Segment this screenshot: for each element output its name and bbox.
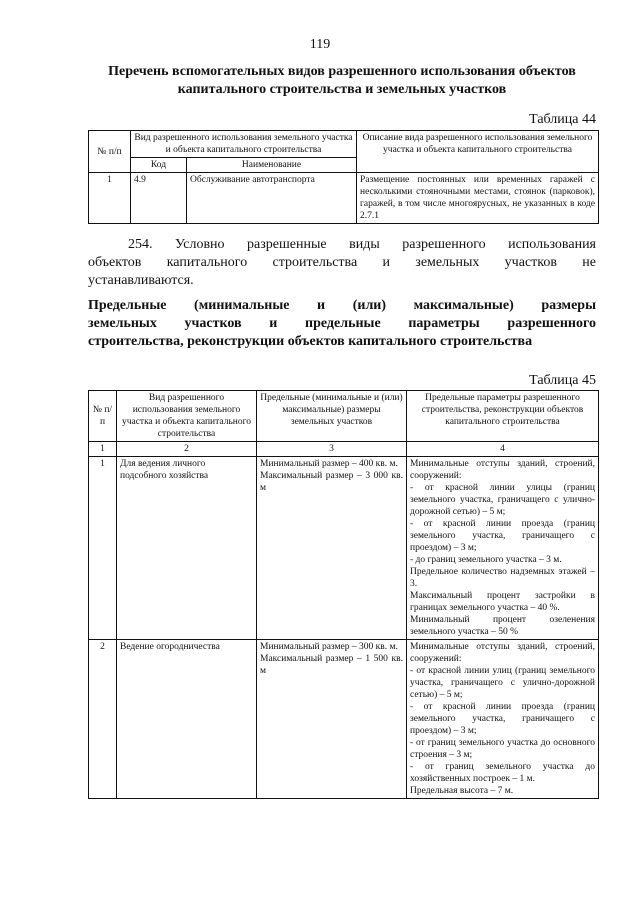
paragraph-line: устанавливаются. [88,273,194,288]
table-row [89,640,599,799]
t44-row-description: Размещение постоянных или временных гаражей с несколькими стояночными местами, стоянок (парковок), гаражей, в том числе многоярусных, не указанных в коде 2.7.1 [357,173,599,224]
table-44 [88,130,599,224]
size-line: Минимальный размер – 400 кв. м. [260,459,398,469]
param-line: - до границ земельного участка – 3 м. [410,555,562,565]
param-line: Минимальный процент озеленения земельного участка – 50 % [410,615,595,637]
page-number: 119 [309,37,331,52]
t44-row-name: Обслуживание автотранспорта [187,173,357,224]
t45-row-num: 1 [89,457,117,640]
param-line: - от красной линии улиц (границ земельного участка, граничащего с улично-дорожной сетью) – 5 м; [410,666,595,700]
t44-head-use-group: Вид разрешенного использования земельного участка и объекта капитального строительства [131,131,357,158]
t45-row-use: Ведение огородничества [117,640,257,799]
t45-row-num: 2 [89,640,117,799]
param-line: - от границ земельного участка до основного строения – 3 м; [410,738,595,760]
t45-row-params [407,457,599,640]
t44-row-code: 4.9 [131,173,187,224]
section-heading-limits [88,297,596,351]
table-45-caption: Таблица 45 [529,373,596,388]
t45-head-sizes: Предельные (минимальные и (или) максимальные) размеры земельных участков [257,391,407,442]
paragraph-254 [88,236,596,290]
t45-head-params: Предельные параметры разрешенного строительства, реконструкции объектов капитального строительства [407,391,599,442]
param-line: Предельное количество надземных этажей – 3. [410,567,595,589]
t45-row-sizes [257,640,407,799]
table-row [89,457,599,640]
table-row [89,173,599,224]
table-45 [88,390,599,799]
paragraph-line: объектов капитального строительства и земельных участков не [88,255,596,270]
t45-row-params [407,640,599,799]
param-line: Минимальные отступы зданий, строений, сооружений: [410,459,595,481]
param-line: - от границ земельного участка до хозяйственных построек – 1 м. [410,762,595,784]
t45-row-use: Для ведения личного подсобного хозяйства [117,457,257,640]
t45-colnum: 4 [407,442,599,457]
t44-head-code: Код [131,158,187,173]
paragraph-line: 254. Условно разрешенные виды разрешенного использования [128,237,596,252]
param-line: - от красной линии проезда (границ земельного участка, граничащего с проездом) – 3 м; [410,702,595,736]
t45-head-num: № п/п [89,391,117,442]
t45-colnum: 3 [257,442,407,457]
heading-line: земельных участков и предельные параметры разрешенного [88,316,596,331]
param-line: - от красной линии улицы (границ земельного участка, граничащего с улично-дорожной сетью) – 5 м; [410,483,595,517]
t45-colnum: 1 [89,442,117,457]
t45-head-use: Вид разрешенного использования земельного участка и объекта капитального строительства [117,391,257,442]
param-line: Предельная высота – 7 м. [410,786,514,796]
t44-head-num: № п/п [89,131,131,173]
section-heading-auxiliary-uses: Перечень вспомогательных видов разрешенного использования объектов капитального строительства и земельных участков [108,64,576,97]
heading-line: Предельные (минимальные и (или) максимальные) размеры [88,298,596,313]
size-line: Максимальный размер – 3 000 кв. м [260,471,403,493]
table-44-caption: Таблица 44 [529,112,596,127]
param-line: Максимальный процент застройки в границах земельного участка – 40 %. [410,591,595,613]
heading-line: строительства, реконструкции объектов капитального строительства [88,334,533,349]
t44-row-num: 1 [89,173,131,224]
t45-row-sizes [257,457,407,640]
param-line: - от красной линии проезда (границ земельного участка, граничащего с проездом) – 3 м; [410,519,595,553]
size-line: Минимальный размер – 300 кв. м. [260,642,398,652]
t44-head-description: Описание вида разрешенного использования земельного участка и объекта капитального строительства [357,131,599,173]
size-line: Максимальный размер – 1 500 кв. м [260,654,403,676]
t44-head-name: Наименование [187,158,357,173]
t45-colnum: 2 [117,442,257,457]
param-line: Минимальные отступы зданий, строений, сооружений: [410,642,595,664]
